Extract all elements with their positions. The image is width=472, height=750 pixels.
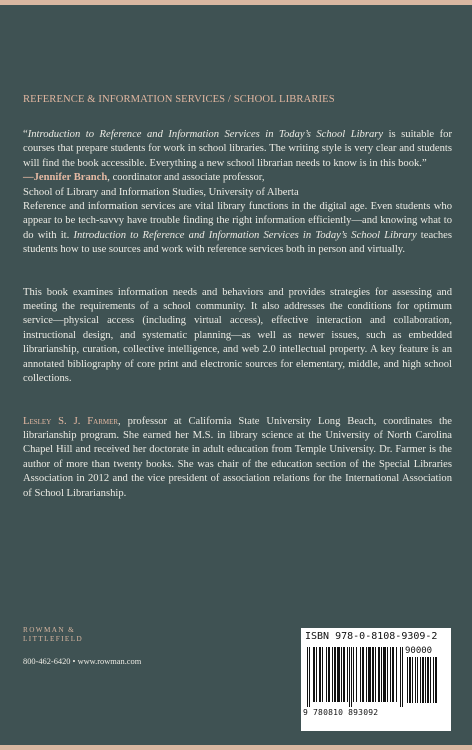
barcode-bar <box>372 647 374 702</box>
barcode-bar <box>427 657 429 703</box>
price-addon-digits: 90000 <box>405 646 433 656</box>
publisher-logo-line-2: LITTLEFIELD <box>23 635 84 643</box>
barcode-bar <box>322 647 323 702</box>
barcode-bar <box>420 657 421 703</box>
barcode-bar <box>425 657 426 703</box>
author-name: Lesley S. J. Farmer <box>23 415 119 427</box>
barcode-bar <box>375 647 376 702</box>
book-title: Introduction to Reference and Information Services in Today’s School Library <box>73 229 417 241</box>
barcode-bar <box>417 657 418 703</box>
barcode-bar <box>400 647 401 707</box>
top-border <box>0 0 472 5</box>
barcode-bar <box>396 647 397 702</box>
quote-mark: “ <box>23 129 28 140</box>
isbn-barcode <box>301 628 451 731</box>
barcode-bar <box>332 647 333 702</box>
barcode-bar <box>435 657 437 703</box>
endorser-role: , coordinator and associate professor, <box>107 172 265 184</box>
barcode-bar <box>313 647 315 702</box>
endorsement-attribution <box>23 171 452 200</box>
description-paragraph-1 <box>23 200 452 258</box>
dash: — <box>23 172 34 184</box>
barcode-bar <box>349 647 350 707</box>
bottom-border <box>0 745 472 750</box>
endorsement-quote <box>23 128 452 171</box>
barcode-bar <box>368 647 371 702</box>
barcode-bar <box>341 647 342 702</box>
barcode-bar <box>433 657 434 703</box>
back-cover-text <box>23 128 452 501</box>
author-bio <box>23 415 452 501</box>
barcode-bar <box>319 647 321 702</box>
barcode-bar <box>360 647 361 702</box>
endorser-affiliation: School of Library and Information Studies, University of Alberta <box>23 186 299 198</box>
barcode-bar <box>392 647 394 702</box>
description-text: teaches students how to use sources and work with reference services both in person and virtually. <box>23 229 452 256</box>
category-heading: REFERENCE & INFORMATION SERVICES / SCHOOL LIBRARIES <box>23 94 335 105</box>
barcode-bar <box>422 657 424 703</box>
barcode-bar <box>390 647 391 702</box>
barcode-bar <box>366 647 367 702</box>
barcode-bar <box>402 647 403 707</box>
publisher-logo-line-1: ROWMAN & <box>23 626 76 634</box>
barcode-bar <box>407 657 408 703</box>
barcode-bar <box>334 647 336 702</box>
barcode-bar <box>387 647 388 702</box>
barcode-bar <box>415 657 416 703</box>
barcode-bar <box>309 647 310 707</box>
author-bio-text: , professor at California State University Long Beach, coordinates the librarianship program. She earned her M.S. in library science at the University of North Carolina Chapel Hill and received her doctorate in adult education from Temple University. Dr. Farmer is the author of more than twenty books. She was chair of the education section of the Special Libraries Association in 2012 and the vice president of association relations for the International Association of School Librarianship. <box>23 415 452 499</box>
barcode-bar <box>351 647 352 707</box>
barcode-bar <box>316 647 317 702</box>
isbn-label: ISBN 978-0-8108-9309-2 <box>305 631 438 642</box>
barcode-bar <box>326 647 327 702</box>
barcode-bar <box>356 647 357 702</box>
barcode-bar <box>412 657 413 703</box>
endorser-name: Jennifer Branch <box>33 172 108 184</box>
description-text: Reference and information services are vital library functions in the digital age. Even students who appear to be tech-savvy have trouble finding the right information efficiently—and knowing what to do with it. <box>23 201 452 241</box>
barcode-bar <box>409 657 411 703</box>
ean-barcode-bars <box>307 647 399 707</box>
barcode-bar <box>337 647 340 702</box>
publisher-logo <box>23 626 83 644</box>
barcode-bar <box>378 647 380 702</box>
barcode-bar <box>307 647 308 707</box>
barcode-bar <box>343 647 345 702</box>
barcode-bar <box>347 647 348 702</box>
barcode-bar <box>362 647 364 702</box>
barcode-bar <box>328 647 330 702</box>
barcode-bar <box>383 647 386 702</box>
quote-text: is suitable for courses that prepare students for work in school libraries. The writing style is very clear and students will find the book accessible. Everything a new school librarian needs to know is in this book.” <box>23 129 452 169</box>
barcode-bar <box>430 657 431 703</box>
ean-digits: 9 780810 893092 <box>303 708 379 717</box>
publisher-contact: 800-462-6420 • www.rowman.com <box>23 657 142 666</box>
book-title: Introduction to Reference and Information Services in Today’s School Library <box>27 129 384 140</box>
description-paragraph-2: This book examines information needs and behaviors and provides strategies for assessing and meeting the requirements of a school community. It also addresses the conditions for optimum service—physical access (including virtual access), effective interaction and collaboration, instructional design, and systematic planning—as well as newer issues, such as embedded librarianship, curation, collective intelligence, and web 2.0 intellectual property. A key feature is an annotated bibliography of core print and electronic sources for elementary, middle, and high school collections. <box>23 286 452 385</box>
addon-barcode-bars <box>407 657 447 707</box>
barcode-bar <box>381 647 382 702</box>
barcode-bar <box>353 647 354 702</box>
